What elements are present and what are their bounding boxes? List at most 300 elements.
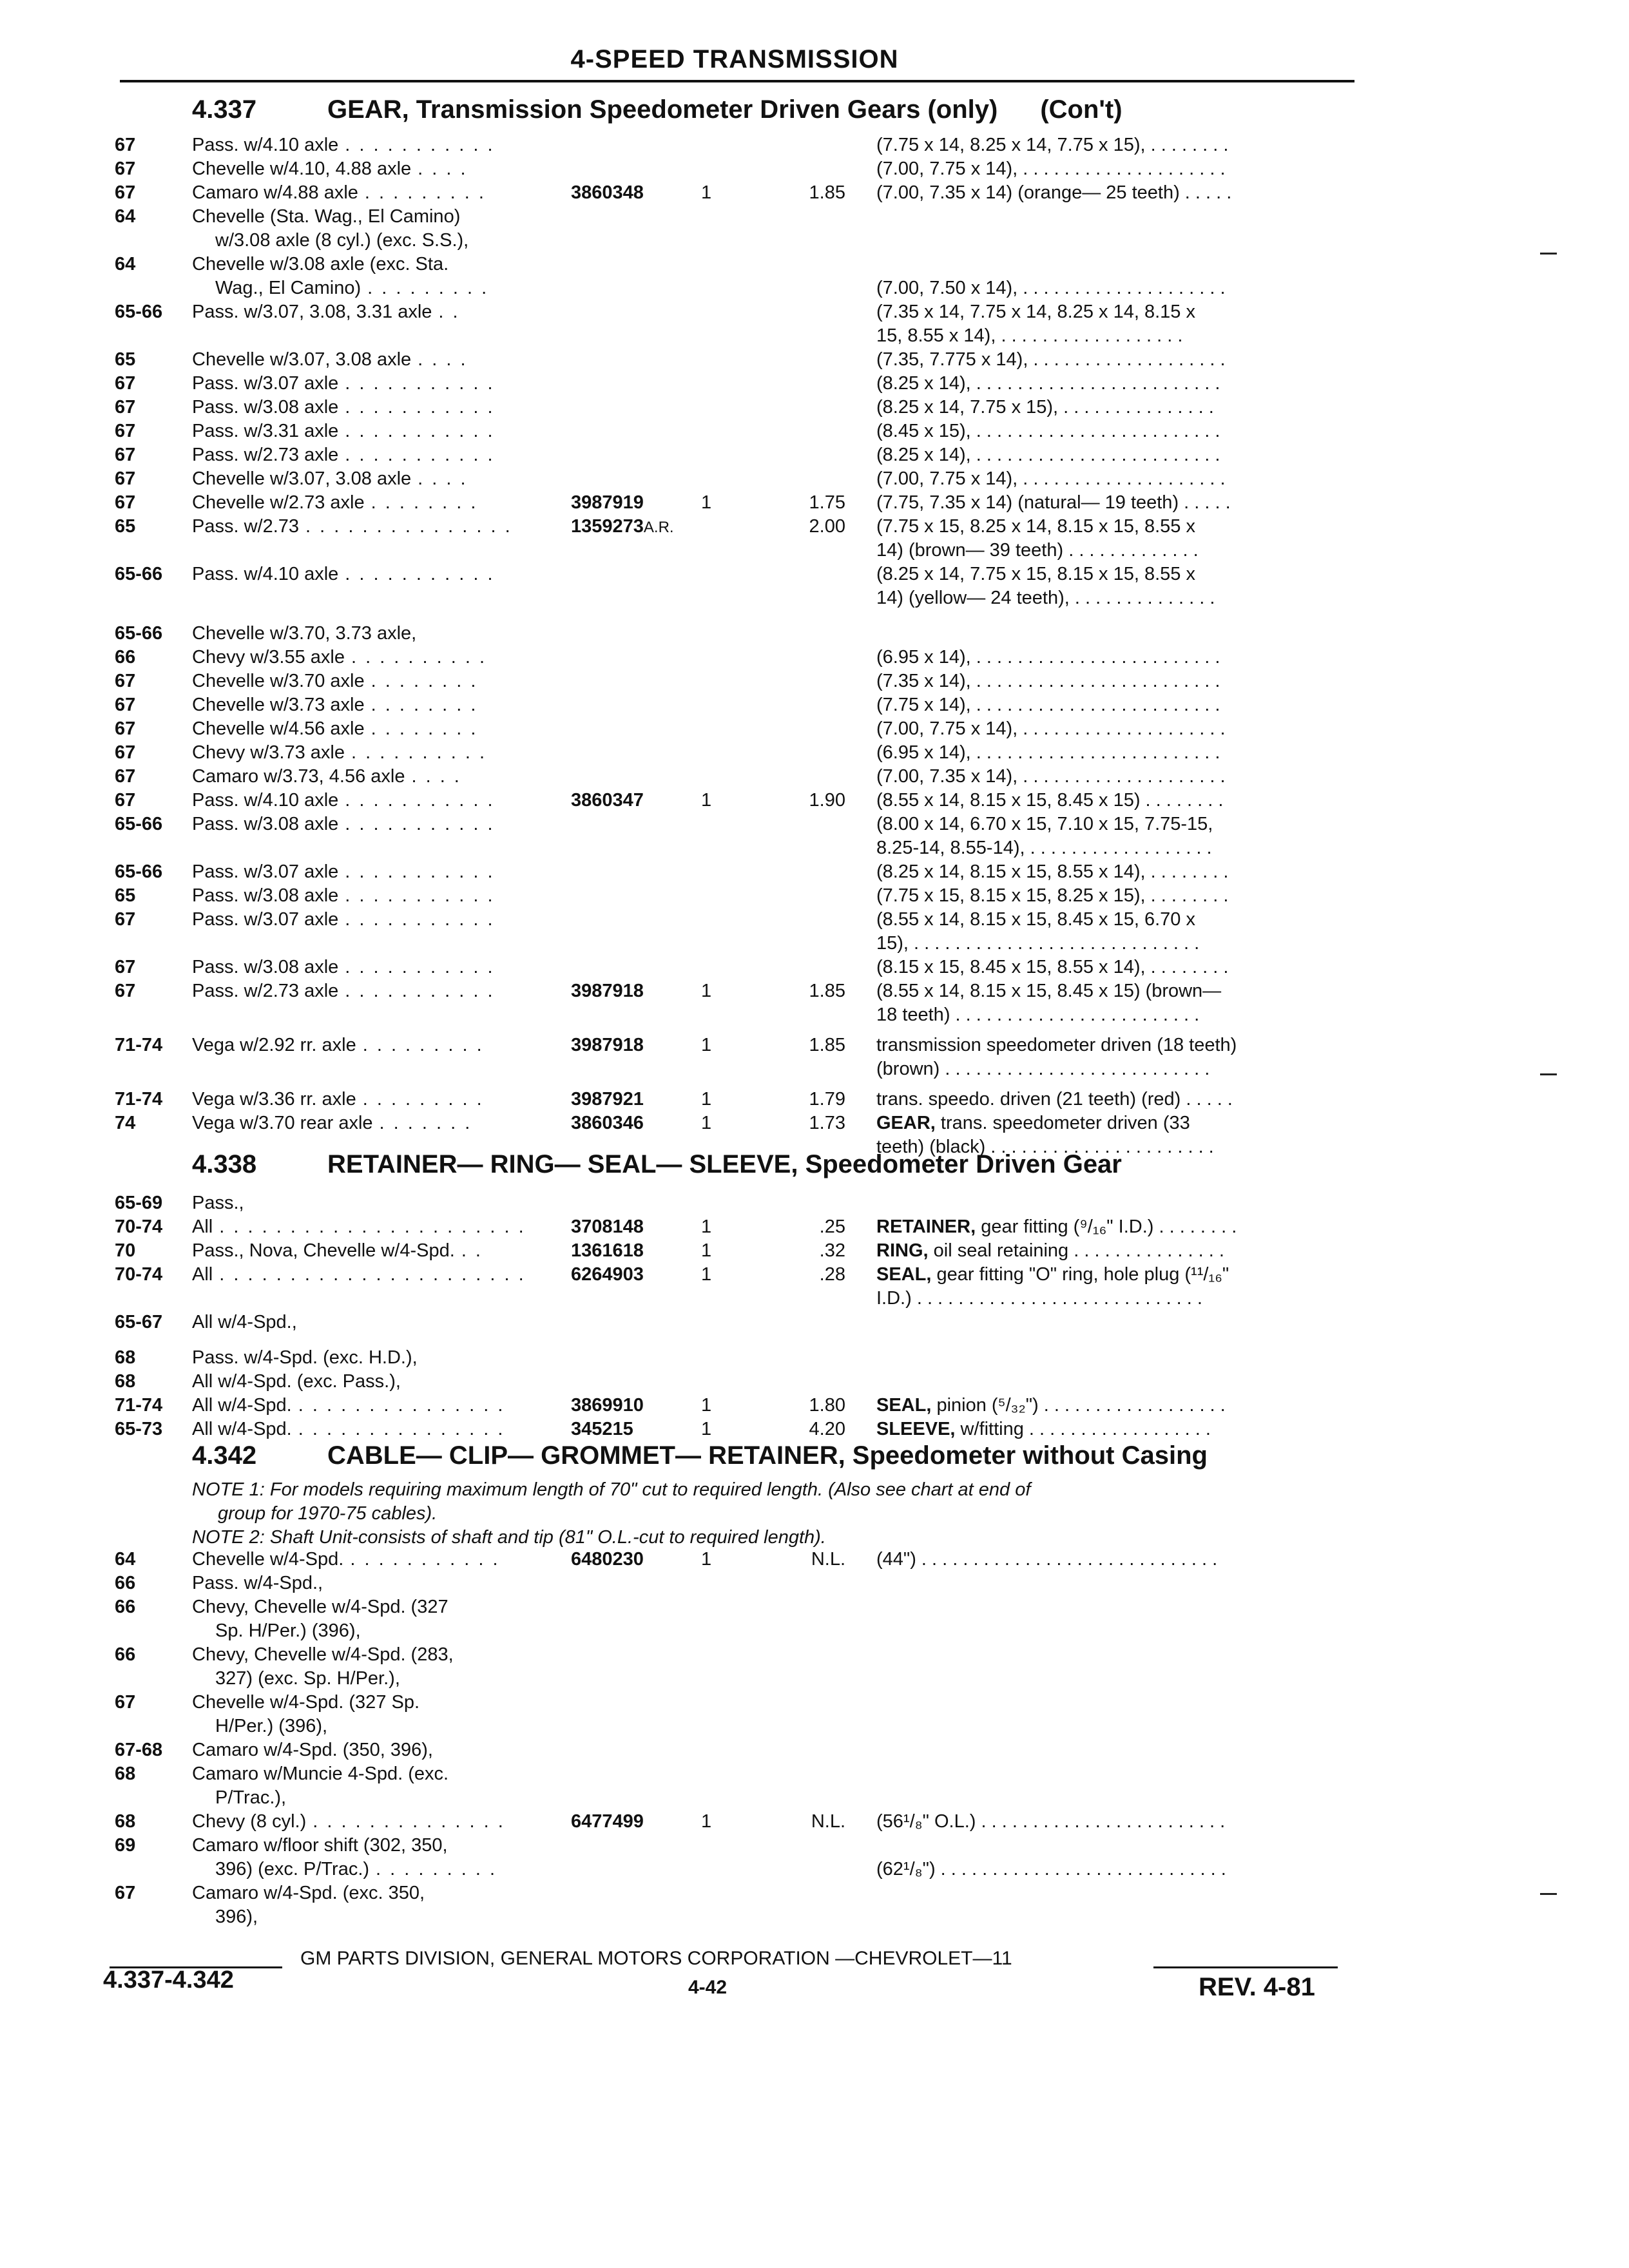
price: .32 — [819, 1240, 845, 1261]
leader-dots: . . . . . . . . . . . — [345, 135, 495, 155]
table-row — [0, 157, 1629, 181]
remarks-text: (44") . . . . . . . . . . . . . . . . . . . . . . . . . . . . . — [876, 1549, 1218, 1570]
table-row — [0, 1619, 1629, 1643]
table-row — [0, 1715, 1629, 1738]
part-number: 6477499 — [571, 1811, 644, 1832]
section-number: 4.338 — [192, 1150, 257, 1178]
table-row — [0, 979, 1629, 1003]
application-text: Chevelle w/3.70, 3.73 axle, — [192, 623, 417, 644]
table-row — [0, 908, 1629, 932]
application-text: Camaro w/4-Spd. (exc. 350, — [192, 1883, 425, 1903]
leader-dots: . . . . . . . . . . . — [345, 981, 495, 1001]
remarks — [876, 1057, 1210, 1081]
application-text: Pass. w/3.07 axle — [192, 909, 339, 930]
table-row — [0, 1548, 1629, 1571]
model-year: 67 — [115, 695, 136, 715]
model-year: 67 — [115, 135, 136, 155]
remarks — [876, 1003, 1199, 1027]
model-year: 68 — [115, 1763, 136, 1784]
part-number — [571, 515, 674, 539]
leader-dots: . . . . — [418, 349, 468, 370]
application-text: Camaro w/4.88 axle — [192, 182, 358, 203]
table-row — [0, 932, 1629, 956]
application — [192, 622, 416, 646]
model-year: 68 — [115, 1371, 136, 1392]
remarks-text: pinion (⁵/₃₂") . . . . . . . . . . . . . . . . . . — [931, 1395, 1226, 1416]
application-text: Camaro w/4-Spd. (350, 396), — [192, 1740, 433, 1760]
leader-dots: . . . . . . . . . . . — [350, 1549, 500, 1570]
leader-dots: . . . . . . . . . — [376, 1859, 497, 1879]
remarks-text: w/fitting . . . . . . . . . . . . . . . . . . — [955, 1419, 1211, 1439]
table-row — [0, 789, 1629, 812]
quantity: 1 — [701, 981, 712, 1001]
application — [192, 1643, 454, 1667]
quantity: 1 — [701, 1811, 712, 1832]
table-row — [0, 372, 1629, 396]
table-row — [0, 1691, 1629, 1715]
leader-dots: . . . . . . . . . . . — [345, 790, 495, 811]
model-year: 65 — [115, 349, 136, 370]
remarks — [876, 1215, 1237, 1239]
application — [192, 562, 495, 586]
application — [192, 133, 495, 157]
remarks — [876, 1858, 1226, 1881]
application — [192, 1691, 419, 1715]
application — [215, 276, 488, 300]
leader-dots: . . . . . . . . . . . . . . . . . . . . . . — [219, 1216, 526, 1237]
table-row — [0, 1346, 1629, 1370]
price: N.L. — [811, 1811, 845, 1832]
part-name: SLEEVE, — [876, 1419, 956, 1439]
application — [192, 1595, 448, 1619]
table-row — [0, 1858, 1629, 1881]
application — [192, 1370, 401, 1394]
price: 1.90 — [809, 790, 845, 811]
remarks — [876, 1088, 1233, 1111]
margin-mark — [1540, 1073, 1557, 1075]
section-title: RETAINER— RING— SEAL— SLEEVE, Speedometer Driven Gear — [327, 1150, 1122, 1178]
table-row — [0, 467, 1629, 491]
model-year: 64 — [115, 254, 136, 274]
application — [215, 229, 468, 253]
table-row — [0, 1762, 1629, 1786]
remarks — [876, 348, 1226, 372]
application — [192, 372, 495, 396]
remarks-text: (62¹/₈") . . . . . . . . . . . . . . . . . . . . . . . . . . . . — [876, 1859, 1226, 1879]
application-text: Pass. w/3.08 axle — [192, 814, 339, 834]
application — [192, 812, 495, 836]
application-text: Pass. w/3.07 axle — [192, 373, 339, 394]
application-text: Chevelle w/3.08 axle (exc. Sta. — [192, 254, 449, 274]
application — [192, 1418, 505, 1441]
application — [192, 1111, 472, 1135]
section-title: GEAR, Transmission Speedometer Driven Gears (only) — [327, 95, 998, 124]
model-year: 67 — [115, 373, 136, 394]
remarks — [876, 693, 1220, 717]
application — [192, 1311, 297, 1334]
application-text: Vega w/3.36 rr. axle — [192, 1089, 356, 1110]
remarks-text: (7.75 x 15, 8.15 x 15, 8.25 x 15), . . . . . . . . — [876, 885, 1229, 906]
remarks-text: (6.95 x 14), . . . . . . . . . . . . . . . . . . . . . . . . — [876, 647, 1220, 668]
table-row — [0, 1263, 1629, 1287]
remarks-text: (7.35, 7.775 x 14), . . . . . . . . . . . . . . . . . . . — [876, 349, 1226, 370]
model-year: 67 — [115, 766, 136, 787]
application-text: Wag., El Camino) — [215, 278, 361, 298]
table-row — [0, 1088, 1629, 1111]
application-text: Pass., — [192, 1193, 244, 1213]
price: 1.85 — [809, 182, 845, 203]
application-text: Chevy w/3.73 axle — [192, 742, 345, 763]
application — [192, 1738, 433, 1762]
remarks-text: (8.15 x 15, 8.45 x 15, 8.55 x 14), . . . . . . . . — [876, 957, 1229, 977]
application — [192, 1548, 500, 1571]
remarks-text: (56¹/₈" O.L.) . . . . . . . . . . . . . . . . . . . . . . . . — [876, 1811, 1226, 1832]
application-text: Pass. w/3.31 axle — [192, 421, 339, 441]
application-text: All w/4-Spd. — [192, 1419, 292, 1439]
remarks — [876, 491, 1231, 515]
leader-dots: . . . . . . . . . — [362, 1089, 484, 1110]
remarks-text: (7.35 x 14), . . . . . . . . . . . . . . . . . . . . . . . . — [876, 671, 1220, 691]
table-row — [0, 956, 1629, 979]
remarks-text: oil seal retaining . . . . . . . . . . . . . . . — [928, 1240, 1224, 1261]
footer-page-number: 4-42 — [688, 1977, 728, 1998]
table-row — [0, 1571, 1629, 1595]
section-heading — [192, 1441, 1208, 1470]
table-row — [0, 181, 1629, 205]
model-year: 71-74 — [115, 1035, 163, 1055]
model-year: 67-68 — [115, 1740, 163, 1760]
quantity: 1 — [701, 1395, 712, 1416]
margin-mark — [1540, 253, 1557, 255]
application-text: Sp. H/Per.) (396), — [215, 1620, 361, 1641]
table-row — [0, 1786, 1629, 1810]
footer-rule-right — [1153, 1966, 1338, 1968]
model-year: 67 — [115, 421, 136, 441]
application — [192, 1088, 484, 1111]
application — [192, 1571, 323, 1595]
remarks — [876, 1239, 1224, 1263]
table-row — [0, 491, 1629, 515]
model-year: 66 — [115, 1597, 136, 1617]
remarks-text: 15, 8.55 x 14), . . . . . . . . . . . . . . . . . . — [876, 325, 1183, 346]
table-row — [0, 860, 1629, 884]
remarks — [876, 1548, 1217, 1571]
remarks-text: (7.00, 7.75 x 14), . . . . . . . . . . . . . . . . . . . . — [876, 718, 1226, 739]
remarks-text: (8.45 x 15), . . . . . . . . . . . . . . . . . . . . . . . . — [876, 421, 1220, 441]
remarks — [876, 646, 1220, 669]
quantity: 1 — [701, 1264, 712, 1285]
application — [192, 1263, 526, 1287]
application — [192, 1394, 505, 1418]
application-text: All — [192, 1216, 213, 1237]
application — [192, 1346, 418, 1370]
table-row — [0, 276, 1629, 300]
application-text: Pass. w/2.73 axle — [192, 445, 339, 465]
remarks-text: 18 teeth) . . . . . . . . . . . . . . . . . . . . . . . . — [876, 1004, 1200, 1025]
note-1 — [192, 1478, 1030, 1526]
table-row — [0, 1881, 1629, 1905]
application — [192, 693, 477, 717]
application — [192, 1834, 448, 1858]
remarks — [876, 908, 1195, 932]
application-text: Camaro w/floor shift (302, 350, — [192, 1835, 448, 1856]
remarks-text: I.D.) . . . . . . . . . . . . . . . . . . . . . . . . . . . . — [876, 1288, 1202, 1309]
model-year: 65-66 — [115, 564, 163, 584]
model-year: 65-73 — [115, 1419, 163, 1439]
part-number: 3708148 — [571, 1216, 644, 1237]
application-text: Pass. w/3.07 axle — [192, 861, 339, 882]
application-text: Chevelle w/4.56 axle — [192, 718, 365, 739]
application-text: Pass. w/3.08 axle — [192, 885, 339, 906]
model-year: 70-74 — [115, 1216, 163, 1237]
leader-dots: . . . . . . . . . — [362, 1035, 484, 1055]
application-text: Vega w/3.70 rear axle — [192, 1113, 373, 1133]
leader-dots: . . . . . . . . . . — [351, 647, 487, 668]
application-text: Chevelle w/3.70 axle — [192, 671, 365, 691]
quantity: 1 — [701, 1549, 712, 1570]
part-number: 3869910 — [571, 1395, 644, 1416]
note-2 — [192, 1526, 826, 1550]
remarks — [876, 324, 1182, 348]
model-year: 66 — [115, 1644, 136, 1665]
application — [192, 396, 495, 419]
model-year: 67 — [115, 492, 136, 513]
remarks — [876, 467, 1226, 491]
leader-dots: . . . . . . . — [379, 1113, 472, 1133]
remarks — [876, 562, 1195, 586]
part-number: 3987918 — [571, 1035, 644, 1055]
quantity: 1 — [701, 1035, 712, 1055]
model-year: 64 — [115, 1549, 136, 1570]
part-name: RETAINER, — [876, 1216, 976, 1237]
price: 1.85 — [809, 1035, 845, 1055]
application — [192, 789, 495, 812]
remarks — [876, 419, 1220, 443]
application-text: All w/4-Spd., — [192, 1312, 297, 1332]
leader-dots: . . . . — [411, 766, 461, 787]
table-row — [0, 836, 1629, 860]
application — [192, 491, 477, 515]
table-row — [0, 253, 1629, 276]
application — [192, 860, 495, 884]
remarks-text: trans. speedo. driven (21 teeth) (red) . . . . . — [876, 1089, 1233, 1110]
application-text: Chevelle w/3.07, 3.08 axle — [192, 349, 412, 370]
application-text: Pass., Nova, Chevelle w/4-Spd. — [192, 1240, 455, 1261]
remarks-text: gear fitting (⁹/₁₆" I.D.) . . . . . . . . — [976, 1216, 1237, 1237]
table-row — [0, 539, 1629, 562]
leader-dots: . . . . — [418, 159, 468, 179]
application-text: Pass. w/2.73 axle — [192, 981, 339, 1001]
section-heading — [192, 95, 1123, 124]
model-year: 67 — [115, 159, 136, 179]
model-year: 67 — [115, 790, 136, 811]
application-text: Chevy, Chevelle w/4-Spd. (327 — [192, 1597, 448, 1617]
leader-dots: . . . . . . . . . . . . . . . — [305, 516, 512, 537]
table-row — [0, 1111, 1629, 1135]
remarks-text: trans. speedometer driven (33 — [935, 1113, 1190, 1133]
remarks-text: (8.55 x 14, 8.15 x 15, 8.45 x 15) (brown— — [876, 981, 1222, 1001]
table-row — [0, 443, 1629, 467]
table-row — [0, 1033, 1629, 1057]
remarks-text: (8.25 x 14, 7.75 x 15), . . . . . . . . . . . . . . . — [876, 397, 1214, 418]
remarks — [876, 1418, 1211, 1441]
remarks — [876, 1033, 1237, 1057]
model-year: 70 — [115, 1240, 136, 1261]
table-row — [0, 646, 1629, 669]
application-text: Chevelle w/3.07, 3.08 axle — [192, 468, 412, 489]
price: N.L. — [811, 1549, 845, 1570]
model-year: 67 — [115, 909, 136, 930]
remarks-text: (7.00, 7.75 x 14), . . . . . . . . . . . . . . . . . . . . — [876, 468, 1226, 489]
application — [215, 1619, 361, 1643]
leader-dots: . . — [461, 1240, 483, 1261]
leader-dots: . . . . . . . . . . . — [345, 373, 495, 394]
part-number: 3987921 — [571, 1089, 644, 1110]
table-row — [0, 1057, 1629, 1081]
model-year: 67 — [115, 397, 136, 418]
remarks-text: (7.00, 7.35 x 14) (orange— 25 teeth) . . . . . — [876, 182, 1232, 203]
remarks — [876, 157, 1226, 181]
price: 4.20 — [809, 1419, 845, 1439]
remarks-text: (8.25 x 14, 7.75 x 15, 8.15 x 15, 8.55 x — [876, 564, 1195, 584]
application — [192, 765, 461, 789]
model-year: 67 — [115, 1692, 136, 1713]
table-row — [0, 1287, 1629, 1311]
price: 2.00 — [809, 516, 845, 537]
remarks — [876, 956, 1228, 979]
remarks-text: (7.75 x 15, 8.25 x 14, 8.15 x 15, 8.55 x — [876, 516, 1195, 537]
remarks — [876, 1263, 1229, 1287]
table-row — [0, 717, 1629, 741]
section-number: 4.337 — [192, 95, 257, 124]
section-title: CABLE— CLIP— GROMMET— RETAINER, Speedometer without Casing — [327, 1441, 1208, 1470]
table-row — [0, 1418, 1629, 1441]
application — [192, 1191, 244, 1215]
table-row — [0, 562, 1629, 586]
application-text: All w/4-Spd. — [192, 1395, 292, 1416]
quantity-as-required: A.R. — [643, 519, 674, 536]
price: 1.75 — [809, 492, 845, 513]
remarks-text: (7.75, 7.35 x 14) (natural— 19 teeth) . . . . . — [876, 492, 1231, 513]
remarks-text: (8.25 x 14), . . . . . . . . . . . . . . . . . . . . . . . . — [876, 445, 1220, 465]
note-line: NOTE 2: Shaft Unit-consists of shaft and tip (81" O.L.-cut to required length). — [192, 1527, 826, 1548]
application-text: Chevelle w/3.73 axle — [192, 695, 365, 715]
part-name: SEAL, — [876, 1395, 932, 1416]
leader-dots: . . . . . . . . . . . — [345, 885, 495, 906]
remarks — [876, 372, 1220, 396]
application — [192, 1215, 526, 1239]
application — [192, 1810, 505, 1834]
leader-dots: . . . . . . . . . . . . . . . — [298, 1419, 505, 1439]
remarks-text: (8.55 x 14, 8.15 x 15, 8.45 x 15, 6.70 x — [876, 909, 1195, 930]
application-text: Camaro w/3.73, 4.56 axle — [192, 766, 405, 787]
leader-dots: . . . . . . . . — [371, 671, 478, 691]
title-divider — [120, 80, 1354, 82]
table-row — [0, 1394, 1629, 1418]
model-year: 65-66 — [115, 814, 163, 834]
remarks — [876, 1287, 1202, 1311]
section-number: 4.342 — [192, 1441, 257, 1470]
remarks-text: (7.75 x 14), . . . . . . . . . . . . . . . . . . . . . . . . — [876, 695, 1220, 715]
application-text: Pass. w/4-Spd., — [192, 1573, 323, 1593]
remarks-text: (brown) . . . . . . . . . . . . . . . . . . . . . . . . . . — [876, 1059, 1210, 1079]
application-text: Chevelle w/4-Spd. — [192, 1549, 344, 1570]
leader-dots: . . . . . . . . . . — [351, 742, 487, 763]
application-text: All w/4-Spd. (exc. Pass.), — [192, 1371, 401, 1392]
application — [192, 467, 468, 491]
quantity: 1 — [701, 1216, 712, 1237]
application-text: Pass. w/4-Spd. (exc. H.D.), — [192, 1347, 418, 1368]
part-number: 3987918 — [571, 981, 644, 1001]
leader-dots: . . . . . . . . . — [367, 278, 489, 298]
table-row — [0, 884, 1629, 908]
remarks — [876, 836, 1212, 860]
application — [192, 419, 495, 443]
table-row — [0, 1191, 1629, 1215]
leader-dots: . . — [438, 302, 460, 322]
part-name: SEAL, — [876, 1264, 932, 1285]
table-row — [0, 515, 1629, 539]
remarks-text: 15), . . . . . . . . . . . . . . . . . . . . . . . . . . . . — [876, 933, 1200, 954]
application — [192, 1239, 483, 1263]
application — [192, 443, 495, 467]
table-row — [0, 586, 1629, 610]
model-year: 70-74 — [115, 1264, 163, 1285]
model-year: 67 — [115, 182, 136, 203]
remarks-text: (8.55 x 14, 8.15 x 15, 8.45 x 15) . . . . . . . . — [876, 790, 1224, 811]
model-year: 65-66 — [115, 623, 163, 644]
application — [192, 348, 468, 372]
footer-revision: REV. 4-81 — [1199, 1973, 1315, 2001]
quantity: 1 — [701, 1240, 712, 1261]
remarks-text: (6.95 x 14), . . . . . . . . . . . . . . . . . . . . . . . . — [876, 742, 1220, 763]
part-number: 3860347 — [571, 790, 644, 811]
application — [192, 205, 460, 229]
remarks — [876, 979, 1221, 1003]
table-row — [0, 812, 1629, 836]
application — [192, 157, 468, 181]
application — [192, 979, 495, 1003]
price: .25 — [819, 1216, 845, 1237]
remarks-text: (7.00, 7.35 x 14), . . . . . . . . . . . . . . . . . . . . — [876, 766, 1226, 787]
application-text: Chevelle w/2.73 axle — [192, 492, 365, 513]
leader-dots: . . . . . . . . . . . — [345, 421, 495, 441]
model-year: 65-69 — [115, 1193, 163, 1213]
remarks-text: (8.25 x 14, 8.15 x 15, 8.55 x 14), . . . . . . . . — [876, 861, 1229, 882]
application — [192, 646, 487, 669]
application-text: Pass. w/4.10 axle — [192, 564, 339, 584]
note-line: group for 1970-75 cables). — [218, 1503, 438, 1524]
table-row — [0, 693, 1629, 717]
footer-section-code: 4.337-4.342 — [103, 1966, 234, 1994]
table-row — [0, 205, 1629, 229]
leader-dots: . . . . . . . . — [371, 695, 478, 715]
table-row — [0, 1370, 1629, 1394]
application-text: Chevelle w/4-Spd. (327 Sp. — [192, 1692, 420, 1713]
table-row — [0, 1135, 1629, 1159]
model-year: 67 — [115, 671, 136, 691]
application-text: Vega w/2.92 rr. axle — [192, 1035, 356, 1055]
remarks — [876, 765, 1226, 789]
application — [215, 1858, 497, 1881]
application-text: Chevelle (Sta. Wag., El Camino) — [192, 206, 461, 227]
leader-dots: . . . . . . . . . . . — [345, 445, 495, 465]
application-text: Pass. w/3.08 axle — [192, 957, 339, 977]
leader-dots: . . . . . . . . . . . — [345, 397, 495, 418]
remarks — [876, 276, 1226, 300]
model-year: 67 — [115, 981, 136, 1001]
model-year: 67 — [115, 718, 136, 739]
